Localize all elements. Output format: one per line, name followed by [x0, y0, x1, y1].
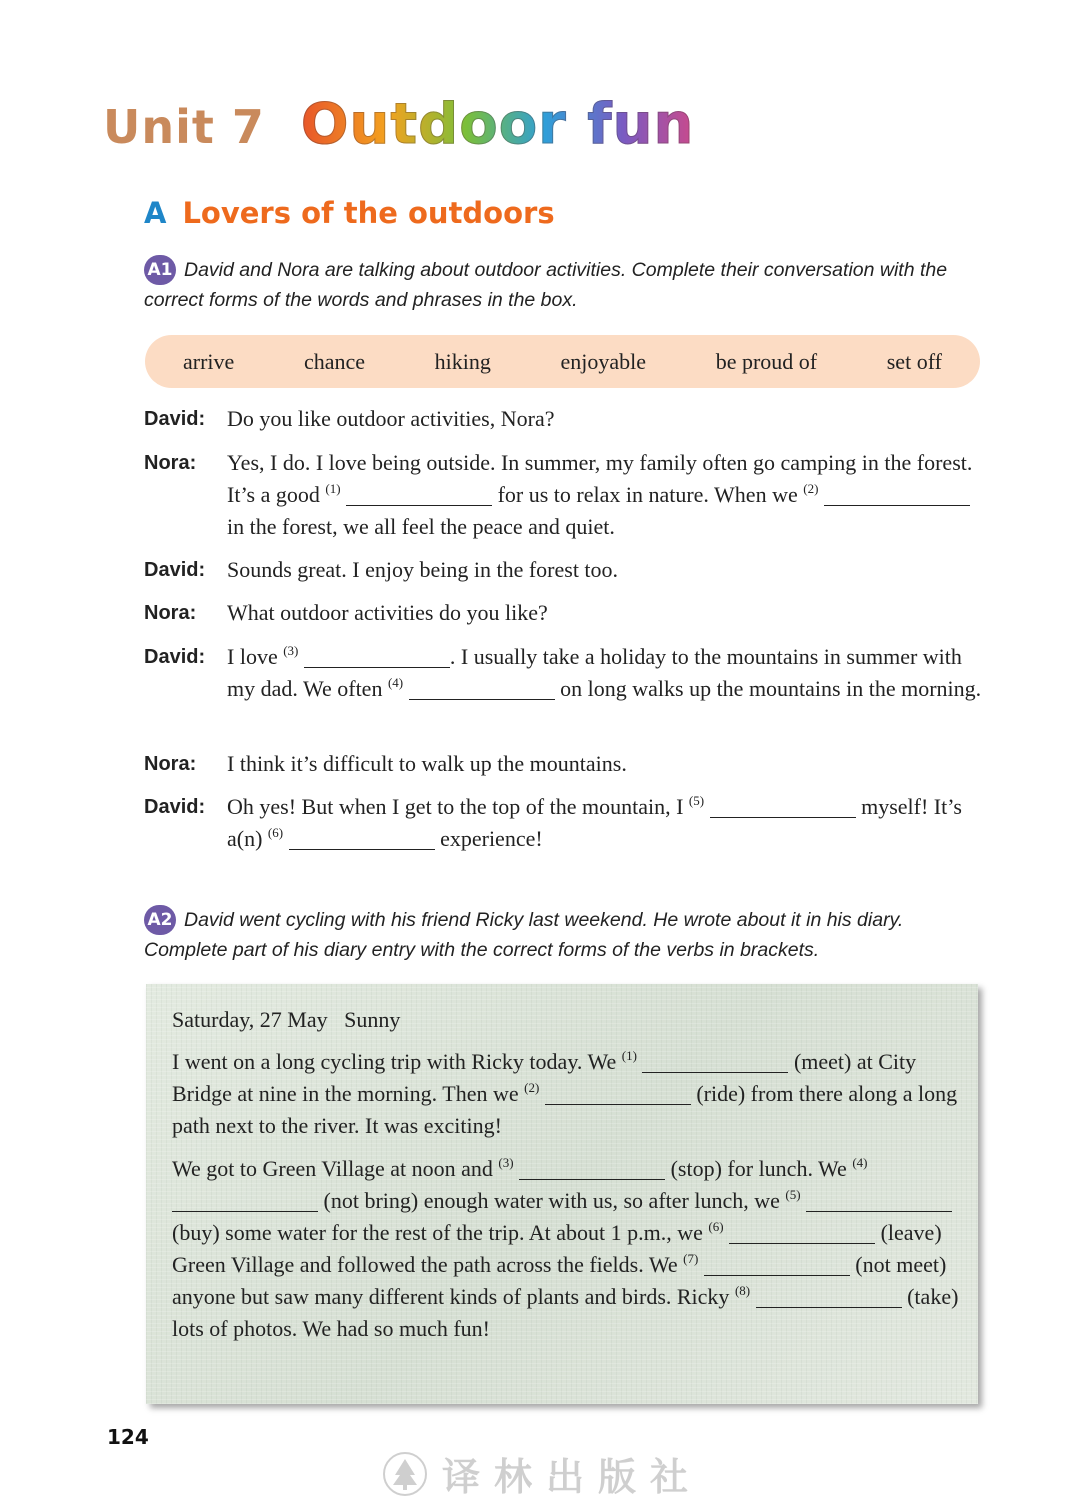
a1-instruction-block	[144, 255, 979, 315]
blank-number: (5)	[688, 793, 705, 808]
speaker-label: Nora:	[144, 452, 197, 474]
a1-instruction: David and Nora are talking about outdoor activities. Complete their conversation with the correct forms of the words and phrases in the box.	[144, 259, 948, 311]
blank-number: (7)	[683, 1251, 699, 1266]
speaker-label: Nora:	[144, 602, 197, 624]
dialogue-text: Yes, I do. I love being outside. In summer, my family often go camping in the forest. It’s a good $^{(1)}$ for us to relax in nature. When we $^{(2)}$ in the forest, we all feel the peace and quiet.	[227, 450, 973, 539]
section-heading	[144, 196, 555, 230]
dialogue-text: Sounds great. I enjoy being in the forest too.	[227, 557, 619, 582]
speaker-label: Nora:	[144, 753, 197, 775]
section-title: Lovers of the outdoors	[182, 196, 555, 230]
page-number: 124	[107, 1425, 149, 1449]
diary-entry	[146, 984, 978, 1404]
word-box-item: hiking	[434, 348, 491, 374]
diary-date: Saturday, 27 May Sunny	[172, 1007, 401, 1032]
blank-number: (2)	[803, 481, 819, 496]
answer-blank[interactable]	[642, 1050, 788, 1073]
blank-number: (8)	[734, 1283, 751, 1298]
a2-instruction: David went cycling with his friend Ricky last weekend. He wrote about it in his diary. Complete part of his diary entry with the correct forms of the verbs in brackets.	[144, 909, 904, 961]
unit-name: Outdoor fun	[300, 92, 695, 157]
publisher-watermark	[382, 1446, 702, 1501]
answer-blank[interactable]	[304, 645, 450, 668]
dialogue-text: Oh yes! But when I get to the top of the mountain, I $^{(5)}$ myself! It’s a(n) $^{(6)}$ experience!	[227, 793, 962, 851]
dialogue-line	[144, 748, 984, 780]
dialogue-text: I love $^{(3)}$ . I usually take a holiday to the mountains in summer with my dad. We often $^{(4)}$ on long walks up the mountains in the morning.	[227, 643, 982, 701]
blank-number: (3)	[283, 643, 299, 658]
word-box-item: arrive	[183, 348, 235, 374]
blank-number: (3)	[498, 1155, 514, 1170]
speaker-label: David:	[144, 796, 206, 818]
a2-instruction-block	[144, 905, 979, 965]
answer-blank[interactable]	[346, 483, 492, 506]
speaker-label: David:	[144, 559, 206, 581]
word-box-item: enjoyable	[560, 348, 647, 374]
dialogue-line	[144, 791, 984, 855]
answer-blank[interactable]	[289, 827, 435, 850]
speaker-label: David:	[144, 646, 206, 668]
publisher-logo-icon	[382, 1451, 428, 1497]
a2-badge: A2	[144, 905, 176, 935]
dialogue-text: I think it’s difficult to walk up the mountains.	[227, 751, 627, 776]
blank-number: (4)	[852, 1155, 868, 1170]
word-box-item: be proud of	[715, 348, 818, 374]
diary-paragraph: I went on a long cycling trip with Ricky today. We $^{(1)}$ (meet) at City Bridge at nine in the morning. Then we $^{(2)}$ (ride) from there along a long path next to the river. It was exciting!	[172, 1048, 958, 1138]
answer-blank[interactable]	[806, 1189, 952, 1212]
answer-blank[interactable]	[545, 1082, 691, 1105]
blank-number: (4)	[387, 675, 404, 690]
dialogue-line	[144, 554, 984, 586]
blank-number: (5)	[785, 1187, 801, 1202]
dialogue-text: Do you like outdoor activities, Nora?	[227, 406, 555, 431]
word-box-item: chance	[303, 348, 365, 374]
dialogue-line	[144, 597, 984, 629]
a1-badge: A1	[144, 255, 176, 285]
dialogue-line	[144, 641, 984, 705]
blank-number: (6)	[267, 825, 284, 840]
word-box-item: set off	[886, 348, 942, 374]
unit-heading	[103, 92, 694, 157]
section-letter: A	[144, 196, 167, 230]
answer-blank[interactable]	[710, 795, 856, 818]
unit-label: Unit 7	[103, 100, 265, 154]
blank-number: (1)	[325, 481, 341, 496]
blank-number: (1)	[621, 1048, 637, 1063]
answer-blank[interactable]	[409, 677, 555, 700]
answer-blank[interactable]	[824, 483, 970, 506]
blank-number: (6)	[708, 1219, 724, 1234]
dialogue-line	[144, 403, 984, 435]
word-box	[145, 335, 980, 388]
answer-blank[interactable]	[704, 1253, 850, 1276]
speaker-label: David:	[144, 408, 206, 430]
answer-blank[interactable]	[756, 1285, 902, 1308]
dialogue-line	[144, 447, 984, 543]
blank-number: (2)	[524, 1080, 540, 1095]
answer-blank[interactable]	[172, 1189, 318, 1212]
dialogue-text: What outdoor activities do you like?	[227, 600, 548, 625]
publisher-name: 译林出版社	[442, 1454, 703, 1499]
answer-blank[interactable]	[729, 1221, 875, 1244]
diary-paragraph: We got to Green Village at noon and $^{(3)}$ (stop) for lunch. We $^{(4)}$ (not bring) enough water with us, so after lunch, we $^{(5)}$ (buy) some water for the rest of the trip. At about 1 p.m., we $^{(6)}$ (leave) Green Village and followed the path across the fields. We $^{(7)}$ (not meet) anyone but saw many different kinds of plants and birds. Ricky $^{(8)}$ (take) lots of photos. We had so much fun!	[172, 1155, 959, 1341]
answer-blank[interactable]	[519, 1157, 665, 1180]
